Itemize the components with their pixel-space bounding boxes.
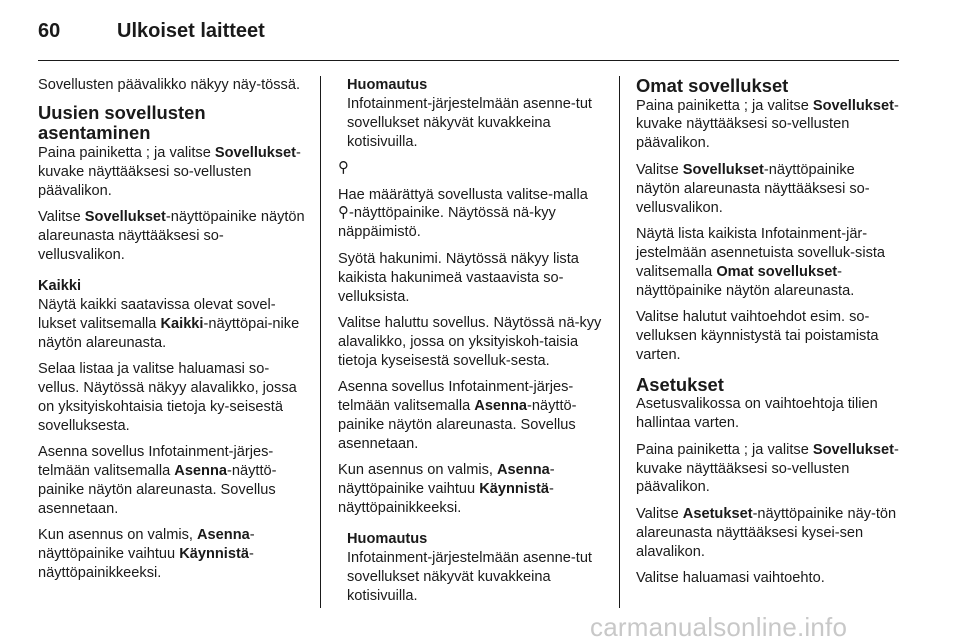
search-icon: ⚲ bbox=[338, 159, 349, 177]
column-1 bbox=[38, 76, 306, 590]
column-2 bbox=[338, 76, 606, 613]
own-paragraph-2: Valitse Sovellukset-näyttöpainike näytön alareunasta näyttääksesi so-vellusvalikon. bbox=[636, 161, 870, 216]
note-2 bbox=[338, 530, 606, 606]
settings-heading: Asetukset bbox=[636, 373, 724, 395]
column-3 bbox=[636, 76, 902, 595]
note-1 bbox=[338, 76, 606, 152]
note-heading: Huomautus bbox=[347, 77, 428, 93]
settings-paragraph-4: Valitse haluamasi vaihtoehto. bbox=[636, 570, 825, 587]
search-paragraph-5: Kun asennus on valmis, Asenna-näyttöpainike vaihtuu Käynnistä-näyttöpainikkeeksi. bbox=[338, 462, 555, 517]
column-divider-1 bbox=[320, 76, 321, 608]
search-icon: ⚲ bbox=[338, 204, 349, 222]
settings-paragraph-3: Valitse Asetukset-näyttöpainike näy-tön alareunasta näyttääksesi kysei-sen alavalikon. bbox=[636, 505, 897, 560]
all-paragraph-2: Selaa listaa ja valitse haluamasi so-vellus. Näytössä näkyy alavalikko, jossa on yksityiskohtaisia tietoja ky-seisestä sovelluksesta. bbox=[38, 360, 297, 434]
page-number: 60 bbox=[38, 20, 61, 42]
search-paragraph-3: Valitse haluttu sovellus. Näytössä nä-kyy alavalikko, jossa on yksityiskoh-taisia tietoja kyseisestä sovelluk-sesta. bbox=[338, 314, 602, 369]
own-apps-heading: Omat sovellukset bbox=[636, 75, 789, 96]
note-text: Infotainment-järjestelmään asenne-tut sovellukset näkyvät kuvakkeina kotisivuilla. bbox=[347, 95, 592, 150]
own-paragraph-1: Paina painiketta ; ja valitse Sovellukset-kuvake näyttääksesi so-vellusten päävalikon. bbox=[636, 97, 899, 152]
home-icon: ; bbox=[743, 97, 748, 114]
search-icon-line bbox=[338, 159, 606, 178]
column-divider-2 bbox=[619, 76, 620, 608]
all-heading: Kaikki bbox=[38, 277, 81, 294]
search-paragraph-1: Hae määrättyä sovellusta valitse-malla ⚲-näyttöpainike. Näytössä nä-kyy näppäimistö. bbox=[338, 186, 588, 241]
note-text: Infotainment-järjestelmään asenne-tut sovellukset näkyvät kuvakkeina kotisivuilla. bbox=[347, 549, 592, 604]
all-paragraph-4: Kun asennus on valmis, Asenna-näyttöpainike vaihtuu Käynnistä-näyttöpainikkeeksi. bbox=[38, 527, 255, 582]
search-paragraph-2: Syötä hakunimi. Näytössä näkyy lista kaikista hakunimeä vastaavista so-velluksista. bbox=[338, 250, 579, 305]
search-paragraph-4: Asenna sovellus Infotainment-järjes-telmään valitsemalla Asenna-näyttö-painike näytön alareunasta. Sovellus asennetaan. bbox=[338, 379, 577, 452]
own-paragraph-4: Valitse halutut vaihtoehdot esim. so-velluksen käynnistystä tai poistamista varten. bbox=[636, 309, 879, 363]
all-paragraph-1: Näytä kaikki saatavissa olevat sovel-lukset valitsemalla Kaikki-näyttöpai-nike näytön alareunasta. bbox=[38, 296, 300, 351]
settings-paragraph-1: Asetusvalikossa on vaihtoehtoja tilien hallintaa varten. bbox=[636, 396, 878, 432]
install-heading: Uusien sovellusten asentaminen bbox=[38, 101, 206, 144]
header-rule bbox=[38, 60, 899, 61]
note-heading: Huomautus bbox=[347, 531, 428, 548]
own-paragraph-3: Näytä lista kaikista Infotainment-jär-jestelmään asennetuista sovelluk-sista valitsemalla Omat sovellukset-näyttöpainike näytön alareunasta. bbox=[636, 225, 886, 299]
watermark: carmanualsonline.info bbox=[590, 612, 848, 642]
settings-paragraph-2: Paina painiketta ; ja valitse Sovellukset-kuvake näyttääksesi so-vellusten päävalikon. bbox=[636, 441, 899, 496]
all-paragraph-3: Asenna sovellus Infotainment-järjes-telmään valitsemalla Asenna-näyttö-painike näytön alareunasta. Sovellus asennetaan. bbox=[38, 444, 277, 517]
install-paragraph-1: Paina painiketta ; ja valitse Sovellukset-kuvake näyttääksesi so-vellusten päävalikon. bbox=[38, 144, 301, 199]
home-icon: ; bbox=[743, 441, 748, 458]
install-paragraph-2: Valitse Sovellukset-näyttöpainike näytön alareunasta näyttääksesi so-vellusvalikon. bbox=[38, 209, 305, 263]
intro-text: Sovellusten päävalikko näkyy näy-tössä. bbox=[38, 77, 301, 93]
page-title: Ulkoiset laitteet bbox=[117, 20, 265, 42]
home-icon: ; bbox=[145, 144, 150, 161]
